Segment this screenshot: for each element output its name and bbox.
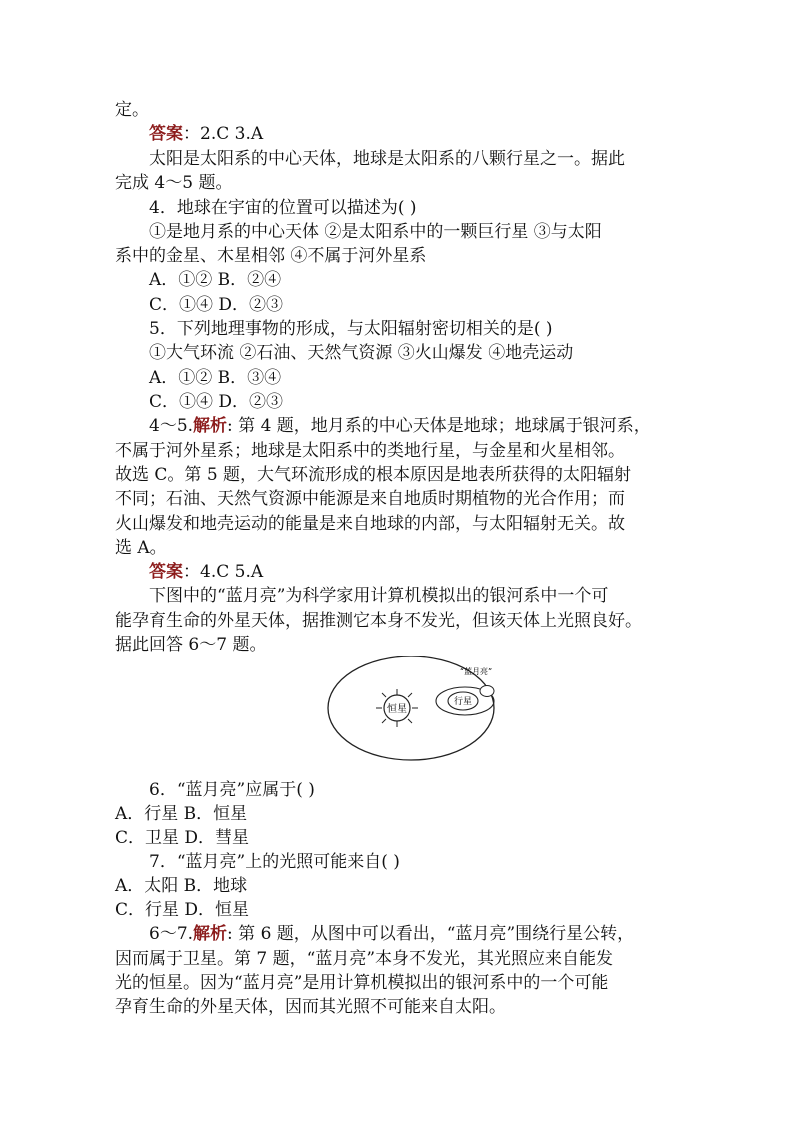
text-line: 完成 4～5 题。 (115, 173, 233, 193)
question-5: 5．下列地理事物的形成，与太阳辐射密切相关的是( ) (149, 319, 553, 339)
question-6: 6．“蓝月亮”应属于( ) (149, 780, 315, 800)
explanation-label: 解析 (193, 924, 228, 944)
answer-text: ：2.C 3.A (183, 124, 264, 144)
explanation-text: : 第 6 题，从图中可以看出，“蓝月亮”围绕行星公转， (227, 924, 635, 944)
answer-4-5 (149, 560, 263, 584)
text-line: 定。 (115, 100, 149, 120)
question-5-choices: A．①② B．③④ (149, 368, 282, 388)
explanation-line: 故选 C。第 5 题，大气环流形成的根本原因是地表所获得的太阳辐射 (115, 465, 632, 485)
explanation-text: : 第 4 题，地月系的中心天体是地球；地球属于银河系， (227, 416, 651, 436)
question-5-options: ①大气环流 ②石油、天然气资源 ③火山爆发 ④地壳运动 (149, 343, 574, 363)
question-5-choices: C．①④ D．②③ (149, 392, 284, 412)
question-4-choices: A．①② B．②④ (149, 270, 282, 290)
answer-text: ：4.C 5.A (183, 562, 264, 582)
explanation-prefix: 4～5. (149, 416, 194, 436)
explanation-4-5 (149, 414, 651, 438)
explanation-line: 光的恒星。因为“蓝月亮”是用计算机模拟出的银河系中的一个可能 (115, 973, 609, 993)
explanation-line: 不属于河外星系；地球是太阳系中的类地行星，与金星和火星相邻。 (115, 441, 625, 461)
explanation-line: 不同；石油、天然气资源中能源是来自地质时期植物的光合作用；而 (115, 489, 625, 509)
explanation-label: 解析 (193, 416, 228, 436)
question-7: 7．“蓝月亮”上的光照可能来自( ) (149, 852, 400, 872)
explanation-6-7 (149, 922, 634, 946)
answer-label: 答案 (149, 562, 183, 582)
text-line: 据此回答 6～7 题。 (115, 635, 267, 655)
explanation-line: 因而属于卫星。第 7 题，“蓝月亮”本身不发光，其光照应来自能发 (115, 949, 614, 969)
question-6-choices: A．行星 B．恒星 (115, 804, 248, 824)
planet-label: 行星 (453, 697, 473, 707)
question-7-choices: C．行星 D．恒星 (115, 900, 250, 920)
question-7-choices: A．太阳 B．地球 (115, 876, 248, 896)
question-6-choices: C．卫星 D．彗星 (115, 828, 250, 848)
orbit-diagram (326, 656, 526, 766)
question-4-choices: C．①④ D．②③ (149, 295, 284, 315)
explanation-prefix: 6～7. (149, 924, 194, 944)
explanation-line: 孕育生命的外星天体，因而其光照不可能来自太阳。 (115, 997, 506, 1017)
text-line: 能孕育生命的外星天体，据推测它本身不发光，但该天体上光照良好。 (115, 611, 642, 631)
blue-moon (480, 686, 494, 697)
answer-label: 答案 (149, 124, 183, 144)
text-line: 下图中的“蓝月亮”为科学家用计算机模拟出的银河系中一个可 (149, 586, 609, 606)
question-4: 4．地球在宇宙的位置可以描述为( ) (149, 198, 417, 218)
question-4-options: 系中的金星、木星相邻 ④不属于河外星系 (115, 246, 427, 266)
star-label: 恒星 (387, 704, 407, 715)
question-4-options: ①是地月系的中心天体 ②是太阳系中的一颗巨行星 ③与太阳 (149, 222, 602, 242)
explanation-line: 选 A。 (115, 538, 167, 558)
blue-moon-label: “蓝月亮” (459, 667, 493, 676)
explanation-line: 火山爆发和地壳运动的能量是来自地球的内部，与太阳辐射无关。故 (115, 514, 625, 534)
text-line: 太阳是太阳系的中心天体，地球是太阳系的八颗行星之一。据此 (149, 149, 625, 169)
answer-2-3 (149, 122, 263, 146)
